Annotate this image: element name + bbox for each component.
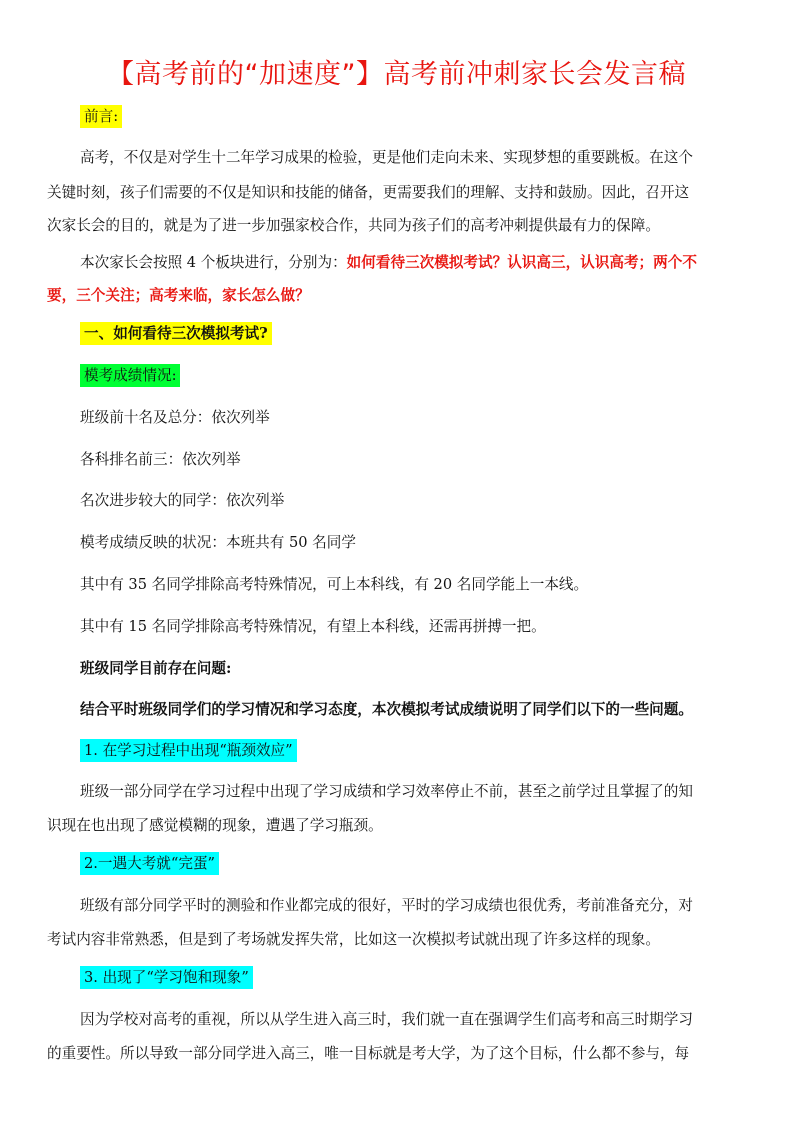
intro-line-1: 高考，不仅是对学生十二年学习成果的检验，更是他们走向未来、实现梦想的重要跳板。在这个 <box>80 149 693 166</box>
problem-2-line-1: 班级有部分同学平时的测验和作业都完成的很好，平时的学习成绩也很优秀，考前准备充分，对 <box>80 897 693 914</box>
problem-2-line-2: 考试内容非常熟悉，但是到了考场就发挥失常，比如这一次模拟考试就出现了许多这样的现象。 <box>47 931 660 948</box>
preface-label-line <box>80 107 122 127</box>
problem-2-title-line <box>80 854 219 874</box>
agenda-prefix: 本次家长会按照 4 个板块进行，分别为： <box>80 254 347 271</box>
item-line-35: 其中有 35 名同学排除高考特殊情况，可上本科线，有 20 名同学能上一本线。 <box>80 576 589 593</box>
problem-1-title: 1. 在学习过程中出现“瓶颈效应” <box>80 739 297 762</box>
intro-line-3: 次家长会的目的，就是为了进一步加强家校合作，共同为孩子们的高考冲刺提供最有力的保障。 <box>47 217 660 234</box>
item-line-15: 其中有 15 名同学排除高考特殊情况，有望上本科线，还需再拼搏一把。 <box>80 618 546 635</box>
item-top10: 班级前十名及总分：依次列举 <box>80 409 270 426</box>
agenda-line-2 <box>47 286 310 306</box>
section1-heading-line <box>80 324 272 344</box>
item-progress: 名次进步较大的同学：依次列举 <box>80 492 285 509</box>
agenda-topics-2: 要，三个关注；高考来临，家长怎么做？ <box>47 287 310 304</box>
section1-heading: 一、如何看待三次模拟考试? <box>80 322 272 345</box>
problem-1-line-1: 班级一部分同学在学习过程中出现了学习成绩和学习效率停止不前，甚至之前学过且掌握了的知 <box>80 783 693 800</box>
problem-3-line-1: 因为学校对高考的重视，所以从学生进入高三时，我们就一直在强调学生们高考和高三时期学习 <box>80 1011 693 1028</box>
problem-2-title: 2.一遇大考就“完蛋” <box>80 852 219 875</box>
preface-label: 前言: <box>80 105 122 128</box>
problem-1-title-line <box>80 741 297 761</box>
intro-line-2: 关键时刻，孩子们需要的不仅是知识和技能的储备，更需要我们的理解、支持和鼓励。因此，召开这 <box>47 184 690 201</box>
document-title: 【高考前的“加速度”】高考前冲刺家长会发言稿 <box>107 59 686 90</box>
problem-1-line-2: 识现在也出现了感觉模糊的现象，遭遇了学习瓶颈。 <box>47 817 383 834</box>
problem-3-title-line <box>80 968 253 988</box>
scores-label: 模考成绩情况: <box>80 364 180 387</box>
problem-3-title: 3. 出现了“学习饱和现象” <box>80 966 253 989</box>
problems-intro: 结合平时班级同学们的学习情况和学习态度，本次模拟考试成绩说明了同学们以下的一些问题。 <box>80 701 693 718</box>
problems-heading: 班级同学目前存在问题: <box>80 660 232 677</box>
scores-label-line <box>80 366 180 386</box>
agenda-topics-1: 如何看待三次模拟考试？认识高三，认识高考；两个不 <box>346 254 697 271</box>
problem-3-line-2: 的重要性。所以导致一部分同学进入高三，唯一目标就是考大学，为了这个目标，什么都不参与，每 <box>47 1045 690 1062</box>
agenda-line-1 <box>80 253 697 273</box>
item-subject-top3: 各科排名前三：依次列举 <box>80 451 241 468</box>
item-reflect: 模考成绩反映的状况：本班共有 50 名同学 <box>80 534 356 551</box>
